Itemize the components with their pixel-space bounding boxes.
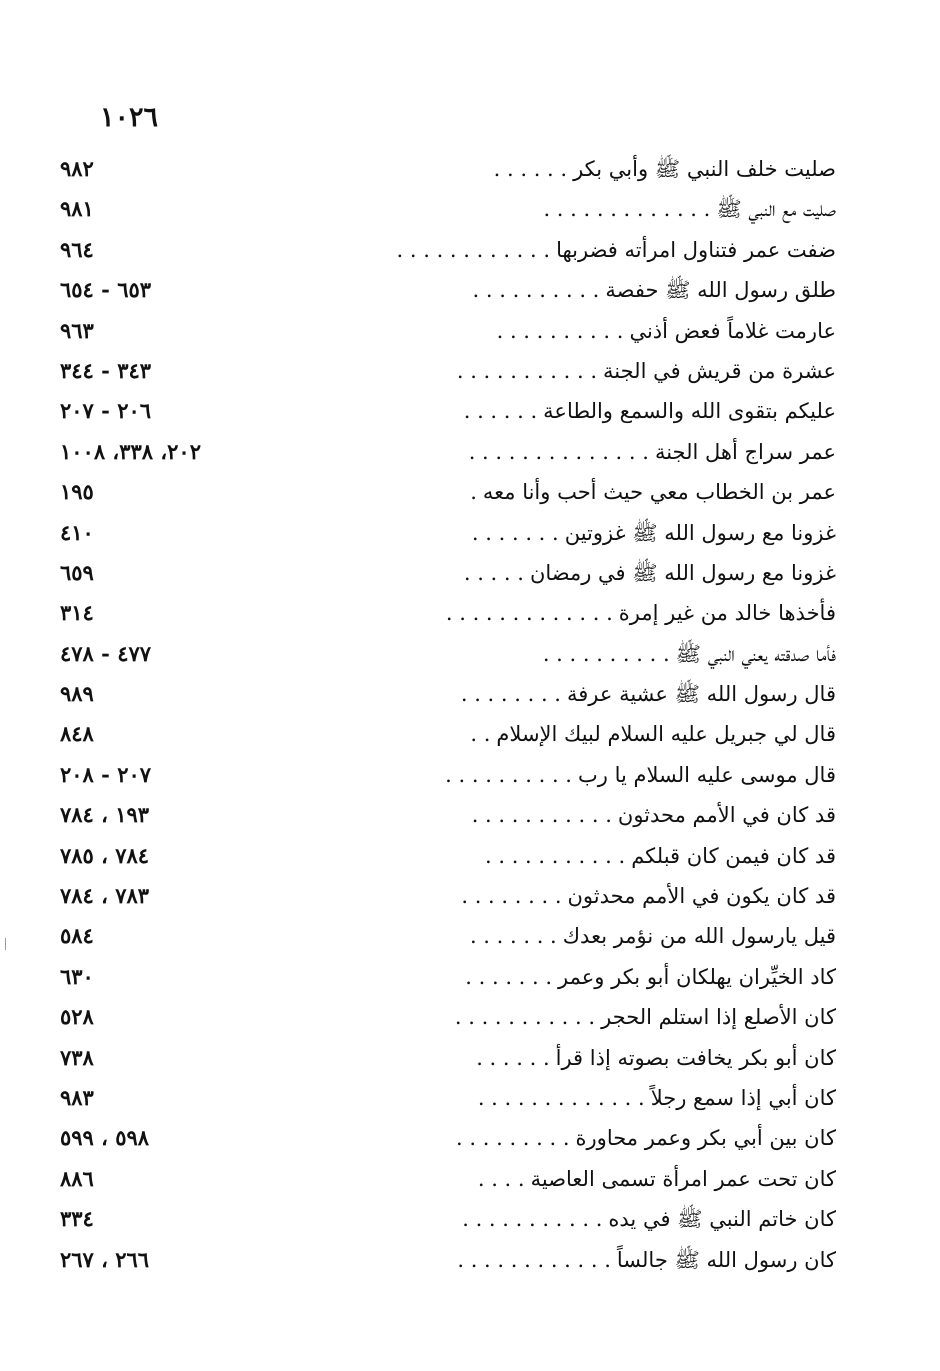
dot-leader: . . . . . . . . . . . [462, 1207, 603, 1232]
entry-page-numbers: ٥٩٨ ، ٥٩٩ [60, 1125, 150, 1151]
entry-phrase: كان أبي إذا سمع رجلاً [650, 1085, 836, 1110]
entry-page-numbers: ٥٢٨ [60, 1004, 94, 1030]
entry-phrase: كاد الخيِّران يهلكان أبو بكر وعمر [558, 964, 836, 989]
entry-phrase: قال لي جبريل عليه السلام لبيك الإسلام [496, 722, 836, 747]
dot-leader: . . . . . . . . . [456, 1126, 570, 1151]
dot-leader: . . . . . . . . . . . . . [477, 1085, 645, 1110]
dot-leader: . . . . . . . . . . . . [396, 237, 551, 262]
entry-phrase: عمر سراج أهل الجنة [654, 439, 836, 464]
entry-text [477, 1081, 836, 1115]
entry-text [445, 758, 836, 792]
entry-text [456, 354, 836, 388]
dot-leader: . . . . . [463, 560, 524, 585]
index-entry [0, 190, 940, 230]
entry-text [481, 637, 836, 671]
entry-page-numbers: ٩٨٩ [60, 681, 94, 707]
entry-text [470, 717, 836, 751]
dot-leader: . . . . . . . . . . . . . . [468, 439, 649, 464]
entry-page-numbers: ٦٥٩ [60, 559, 94, 585]
entry-text [468, 435, 836, 469]
index-entry [0, 514, 940, 554]
dot-leader: . . . . . . . . . . . [485, 843, 626, 868]
index-entry [0, 635, 940, 675]
index-entry [0, 1119, 940, 1159]
entry-phrase: قد كان فيمن كان قبلكم [631, 843, 836, 868]
entry-phrase: عمر بن الخطاب معي حيث أحب وأنا معه [482, 480, 836, 505]
entry-phrase: عارمت غلاماً فعض أذني [629, 318, 836, 343]
entry-text [454, 1000, 836, 1034]
entry-page-numbers: ٣١٤ [60, 600, 94, 626]
dot-leader: . . . . . . . [465, 964, 553, 989]
entry-text [460, 677, 836, 711]
index-entry [0, 473, 940, 513]
index-entry [0, 554, 940, 594]
entry-phrase: كان الأصلع إذا استلم الحجر [601, 1005, 836, 1030]
entry-page-numbers: ٧٣٨ [60, 1044, 94, 1070]
dot-leader: . . . . . . [476, 1045, 550, 1070]
entry-page-numbers: ٩٦٣ [60, 317, 94, 343]
entry-text [477, 1162, 836, 1196]
index-entry [0, 1079, 940, 1119]
entry-phrase: غزونا مع رسول الله ﷺ في رمضان [529, 560, 836, 585]
entry-phrase: غزونا مع رسول الله ﷺ غزوتين [564, 520, 836, 545]
entry-page-numbers: ٣٣٤ [60, 1206, 94, 1232]
entry-page-numbers: ٧٨٤ ، ٧٨٥ [60, 842, 150, 868]
entry-text [463, 556, 836, 590]
entry-page-numbers: ٢٦٦ ، ٢٦٧ [60, 1246, 150, 1272]
entry-text [472, 273, 836, 307]
entry-page-numbers: ٥٨٤ [60, 923, 94, 949]
scan-artifact [5, 938, 6, 950]
dot-leader: . . . . . . . . . . . [471, 803, 612, 828]
entry-page-numbers: ٤٧٧ - ٤٧٨ [60, 640, 152, 666]
entry-text [476, 1041, 836, 1075]
entry-page-numbers: ١٩٥ [60, 479, 94, 505]
entry-text [465, 960, 836, 994]
entry-text [461, 879, 836, 913]
entry-page-numbers: ٩٨٢ [60, 156, 94, 181]
index-entry [0, 877, 940, 917]
index-entry [0, 1160, 940, 1200]
entry-page-numbers: ٧٨٣ ، ٧٨٤ [60, 883, 150, 909]
entry-phrase: قال موسى عليه السلام يا رب [578, 762, 836, 787]
index-entry [0, 837, 940, 877]
entry-page-numbers: ٩٨١ [60, 196, 94, 222]
dot-leader: . [470, 480, 477, 505]
dot-leader: . . . . . . . . [460, 682, 561, 707]
entry-phrase: صليت مع النبي ﷺ [716, 197, 836, 222]
index-entry [0, 231, 940, 271]
dot-leader: . . . . . . . . . . . [456, 358, 598, 383]
dot-leader: . . . . . . . . . . . . . [445, 601, 613, 626]
dot-leader: . . . . . . . . . . . [454, 1005, 596, 1030]
entry-phrase: عشرة من قريش في الجنة [603, 358, 836, 383]
entry-text [471, 516, 836, 550]
entry-text [481, 152, 836, 186]
entry-text [481, 839, 836, 873]
dot-leader: . . . . . . [463, 399, 538, 424]
index-entry [0, 271, 940, 311]
dot-leader: . . . . . . . . [461, 884, 562, 909]
index-entry [0, 796, 940, 836]
index-entry [0, 756, 940, 796]
entry-text [456, 1121, 836, 1155]
index-entry [0, 312, 940, 352]
dot-leader: . . . . . . . . . . [496, 318, 624, 343]
entry-phrase: كان بين أبي بكر وعمر محاورة [575, 1126, 836, 1151]
index-entry [0, 675, 940, 715]
index-entry [0, 1241, 940, 1281]
entry-phrase: كان تحت عمر امرأة تسمى العاصية [530, 1166, 836, 1191]
index-entry [0, 958, 940, 998]
dot-leader: . . . . . . . . . . [445, 762, 572, 787]
entry-phrase: قال رسول الله ﷺ عشية عرفة [566, 682, 836, 707]
page-number: ١٠٢٦ [100, 102, 159, 133]
entry-text [481, 192, 836, 226]
entry-phrase: كان رسول الله ﷺ جالساً [616, 1247, 836, 1272]
entry-text [481, 314, 836, 348]
entry-text [463, 394, 836, 428]
dot-leader: . . . . . . [493, 157, 568, 181]
entry-page-numbers: ٣٤٣ - ٣٤٤ [60, 357, 152, 383]
dot-leader: . . [470, 722, 491, 747]
index-entry [0, 1200, 940, 1240]
entry-phrase: كان خاتم النبي ﷺ في يده [608, 1207, 836, 1232]
entry-phrase: فأما صدقته يعني النبي ﷺ [675, 641, 836, 666]
entry-page-numbers: ٨٨٦ [60, 1165, 94, 1191]
entry-page-numbers: ٦٥٣ - ٦٥٤ [60, 277, 152, 303]
entry-text [396, 233, 836, 267]
dot-leader: . . . . . . . . . . . . [457, 1247, 611, 1272]
entry-phrase: ضفت عمر فتناول امرأته فضربها [556, 237, 836, 262]
entry-phrase: قد كان في الأمم محدثون [617, 803, 836, 828]
dot-leader: . . . . . . . [469, 924, 557, 949]
hadith-index-list [0, 150, 940, 1281]
dot-leader: . . . . . . . . . . [472, 278, 600, 303]
index-entry [0, 392, 940, 432]
entry-text [470, 475, 836, 509]
index-entry [0, 594, 940, 634]
entry-text [469, 919, 836, 953]
entry-text [462, 1202, 836, 1236]
index-entry [0, 352, 940, 392]
entry-page-numbers: ٢٠٦ - ٢٠٧ [60, 398, 152, 424]
index-entry [0, 1039, 940, 1079]
entry-page-numbers: ١٩٣ ، ٧٨٤ [60, 802, 150, 828]
entry-page-numbers: ٩٦٤ [60, 236, 94, 262]
index-entry [0, 998, 940, 1038]
index-entry [0, 715, 940, 755]
index-entry [0, 917, 940, 957]
index-entry [0, 433, 940, 473]
entry-text [471, 798, 836, 832]
entry-page-numbers: ٦٣٠ [60, 963, 94, 989]
entry-page-numbers: ٨٤٨ [60, 721, 94, 747]
entry-phrase: قد كان يكون في الأمم محدثون [567, 884, 836, 909]
entry-page-numbers: ٤١٠ [60, 519, 94, 545]
entry-phrase: طلق رسول الله ﷺ حفصة [605, 278, 836, 303]
entry-phrase: فأخذها خالد من غير إمرة [618, 601, 836, 626]
dot-leader: . . . . [477, 1166, 525, 1191]
entry-page-numbers: ٢٠٢، ٣٣٨، ١٠٠٨ [60, 438, 201, 464]
entry-text [445, 596, 836, 630]
entry-page-numbers: ٢٠٧ - ٢٠٨ [60, 761, 152, 787]
dot-leader: . . . . . . . . . . . . . [543, 197, 711, 222]
index-entry [0, 150, 940, 190]
dot-leader: . . . . . . . . . . [542, 641, 670, 666]
entry-text [457, 1243, 836, 1277]
entry-phrase: صليت خلف النبي ﷺ وأبي بكر [573, 157, 836, 181]
entry-phrase: كان أبو بكر يخافت بصوته إذا قرأ [555, 1045, 836, 1070]
entry-phrase: قيل يارسول الله من نؤمر بعدك [562, 924, 836, 949]
entry-phrase: عليكم بتقوى الله والسمع والطاعة [543, 399, 836, 424]
entry-page-numbers: ٩٨٣ [60, 1084, 94, 1110]
dot-leader: . . . . . . . [471, 520, 559, 545]
